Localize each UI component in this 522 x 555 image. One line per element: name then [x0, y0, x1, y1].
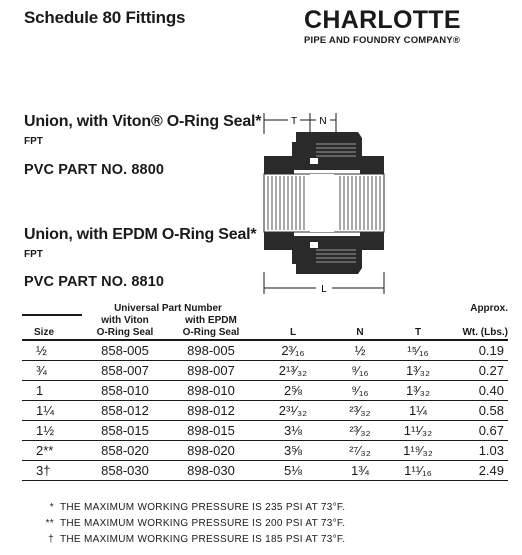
footnote-symbol: † [48, 534, 54, 545]
cell-size: ¾ [22, 361, 82, 381]
cell-weight: 0.58 [448, 401, 508, 421]
footnote-235psi [36, 502, 345, 513]
size-header: Size [22, 315, 82, 340]
cell-size: ½ [22, 340, 82, 361]
weight-header-line2: Wt. (Lbs.) [448, 315, 508, 340]
cell-epdm: 898-007 [168, 361, 254, 381]
product-connection-viton: FPT [24, 136, 43, 147]
cell-size: 1 [22, 381, 82, 401]
cell-epdm: 898-030 [168, 461, 254, 481]
cell-l: 3⅝ [254, 441, 332, 461]
cell-n: ⁹⁄₁₆ [332, 381, 388, 401]
table-row [22, 361, 508, 381]
viton-header-line1: with Viton [101, 315, 149, 326]
cell-weight: 0.40 [448, 381, 508, 401]
cell-viton: 858-007 [82, 361, 168, 381]
cell-n: ²⁷⁄₃₂ [332, 441, 388, 461]
dimension-table [22, 303, 508, 481]
cell-n: ½ [332, 340, 388, 361]
cell-n: 1¾ [332, 461, 388, 481]
product-part-number-viton: PVC PART NO. 8800 [24, 162, 165, 178]
universal-part-number-header: Universal Part Number [114, 303, 222, 314]
cell-size: 1½ [22, 421, 82, 441]
footnote-symbol: ** [45, 518, 54, 529]
product-connection-epdm: FPT [24, 249, 43, 260]
epdm-header-line1: with EPDM [185, 315, 237, 326]
cell-size: 2** [22, 441, 82, 461]
cell-t: ¹⁵⁄₁₆ [388, 340, 448, 361]
cell-t: 1³⁄₃₂ [388, 361, 448, 381]
l-header: L [254, 315, 332, 340]
cell-size: 1¼ [22, 401, 82, 421]
cell-l: 3⅛ [254, 421, 332, 441]
dimension-l-label: L [321, 284, 327, 295]
footnote-200psi [36, 518, 345, 529]
union-fitting-diagram [252, 108, 392, 296]
cell-epdm: 898-010 [168, 381, 254, 401]
cell-weight: 2.49 [448, 461, 508, 481]
cell-n: ²³⁄₃₂ [332, 421, 388, 441]
cell-l: 2³¹⁄₃₂ [254, 401, 332, 421]
cell-epdm: 898-020 [168, 441, 254, 461]
cell-viton: 858-010 [82, 381, 168, 401]
cell-viton: 858-015 [82, 421, 168, 441]
cell-t: 1¹¹⁄₁₆ [388, 461, 448, 481]
table-row [22, 401, 508, 421]
cell-viton: 858-030 [82, 461, 168, 481]
t-header: T [388, 315, 448, 340]
footnote-185psi [36, 534, 345, 545]
cell-weight: 1.03 [448, 441, 508, 461]
brand-logo-subtitle: PIPE AND FOUNDRY COMPANY® [304, 35, 461, 46]
dimension-t-label: T [290, 116, 298, 127]
footnote-text: THE MAXIMUM WORKING PRESSURE IS 185 PSI AT 73°F. [60, 534, 346, 545]
n-header: N [332, 315, 388, 340]
cell-weight: 0.19 [448, 340, 508, 361]
table-row [22, 381, 508, 401]
cell-viton: 858-012 [82, 401, 168, 421]
viton-header-line2: O-Ring Seal [96, 327, 154, 338]
cell-epdm: 898-015 [168, 421, 254, 441]
cell-t: 1³⁄₃₂ [388, 381, 448, 401]
cell-n: ⁹⁄₁₆ [332, 361, 388, 381]
cell-l: 5⅛ [254, 461, 332, 481]
viton-header [82, 315, 168, 340]
table-row [22, 461, 508, 481]
cell-viton: 858-020 [82, 441, 168, 461]
product-part-number-epdm: PVC PART NO. 8810 [24, 274, 165, 290]
cell-l: 2⅝ [254, 381, 332, 401]
cell-size: 3† [22, 461, 82, 481]
product-title-epdm: Union, with EPDM O-Ring Seal* [24, 226, 257, 243]
table-row [22, 340, 508, 361]
cell-weight: 0.67 [448, 421, 508, 441]
dimension-n-label: N [319, 116, 327, 127]
cell-l: 2¹³⁄₃₂ [254, 361, 332, 381]
footnote-text: THE MAXIMUM WORKING PRESSURE IS 200 PSI AT 73°F. [60, 518, 346, 529]
product-title-viton: Union, with Viton® O-Ring Seal* [24, 113, 262, 130]
table-row [22, 421, 508, 441]
weight-header-line1: Approx. [470, 303, 508, 314]
cell-t: 1¹¹⁄₃₂ [388, 421, 448, 441]
cell-viton: 858-005 [82, 340, 168, 361]
brand-logo-name: CHARLOTTE [304, 6, 461, 34]
cell-epdm: 898-012 [168, 401, 254, 421]
footnote-text: THE MAXIMUM WORKING PRESSURE IS 235 PSI AT 73°F. [60, 502, 346, 513]
footnote-symbol: * [49, 502, 54, 513]
cell-t: 1¹⁹⁄₃₂ [388, 441, 448, 461]
cell-weight: 0.27 [448, 361, 508, 381]
cell-epdm: 898-005 [168, 340, 254, 361]
page-title: Schedule 80 Fittings [24, 8, 186, 27]
epdm-header [168, 315, 254, 340]
cell-l: 2³⁄₁₆ [254, 340, 332, 361]
cell-t: 1¼ [388, 401, 448, 421]
table-row [22, 441, 508, 461]
epdm-header-line2: O-Ring Seal [182, 327, 240, 338]
cell-n: ²³⁄₃₂ [332, 401, 388, 421]
